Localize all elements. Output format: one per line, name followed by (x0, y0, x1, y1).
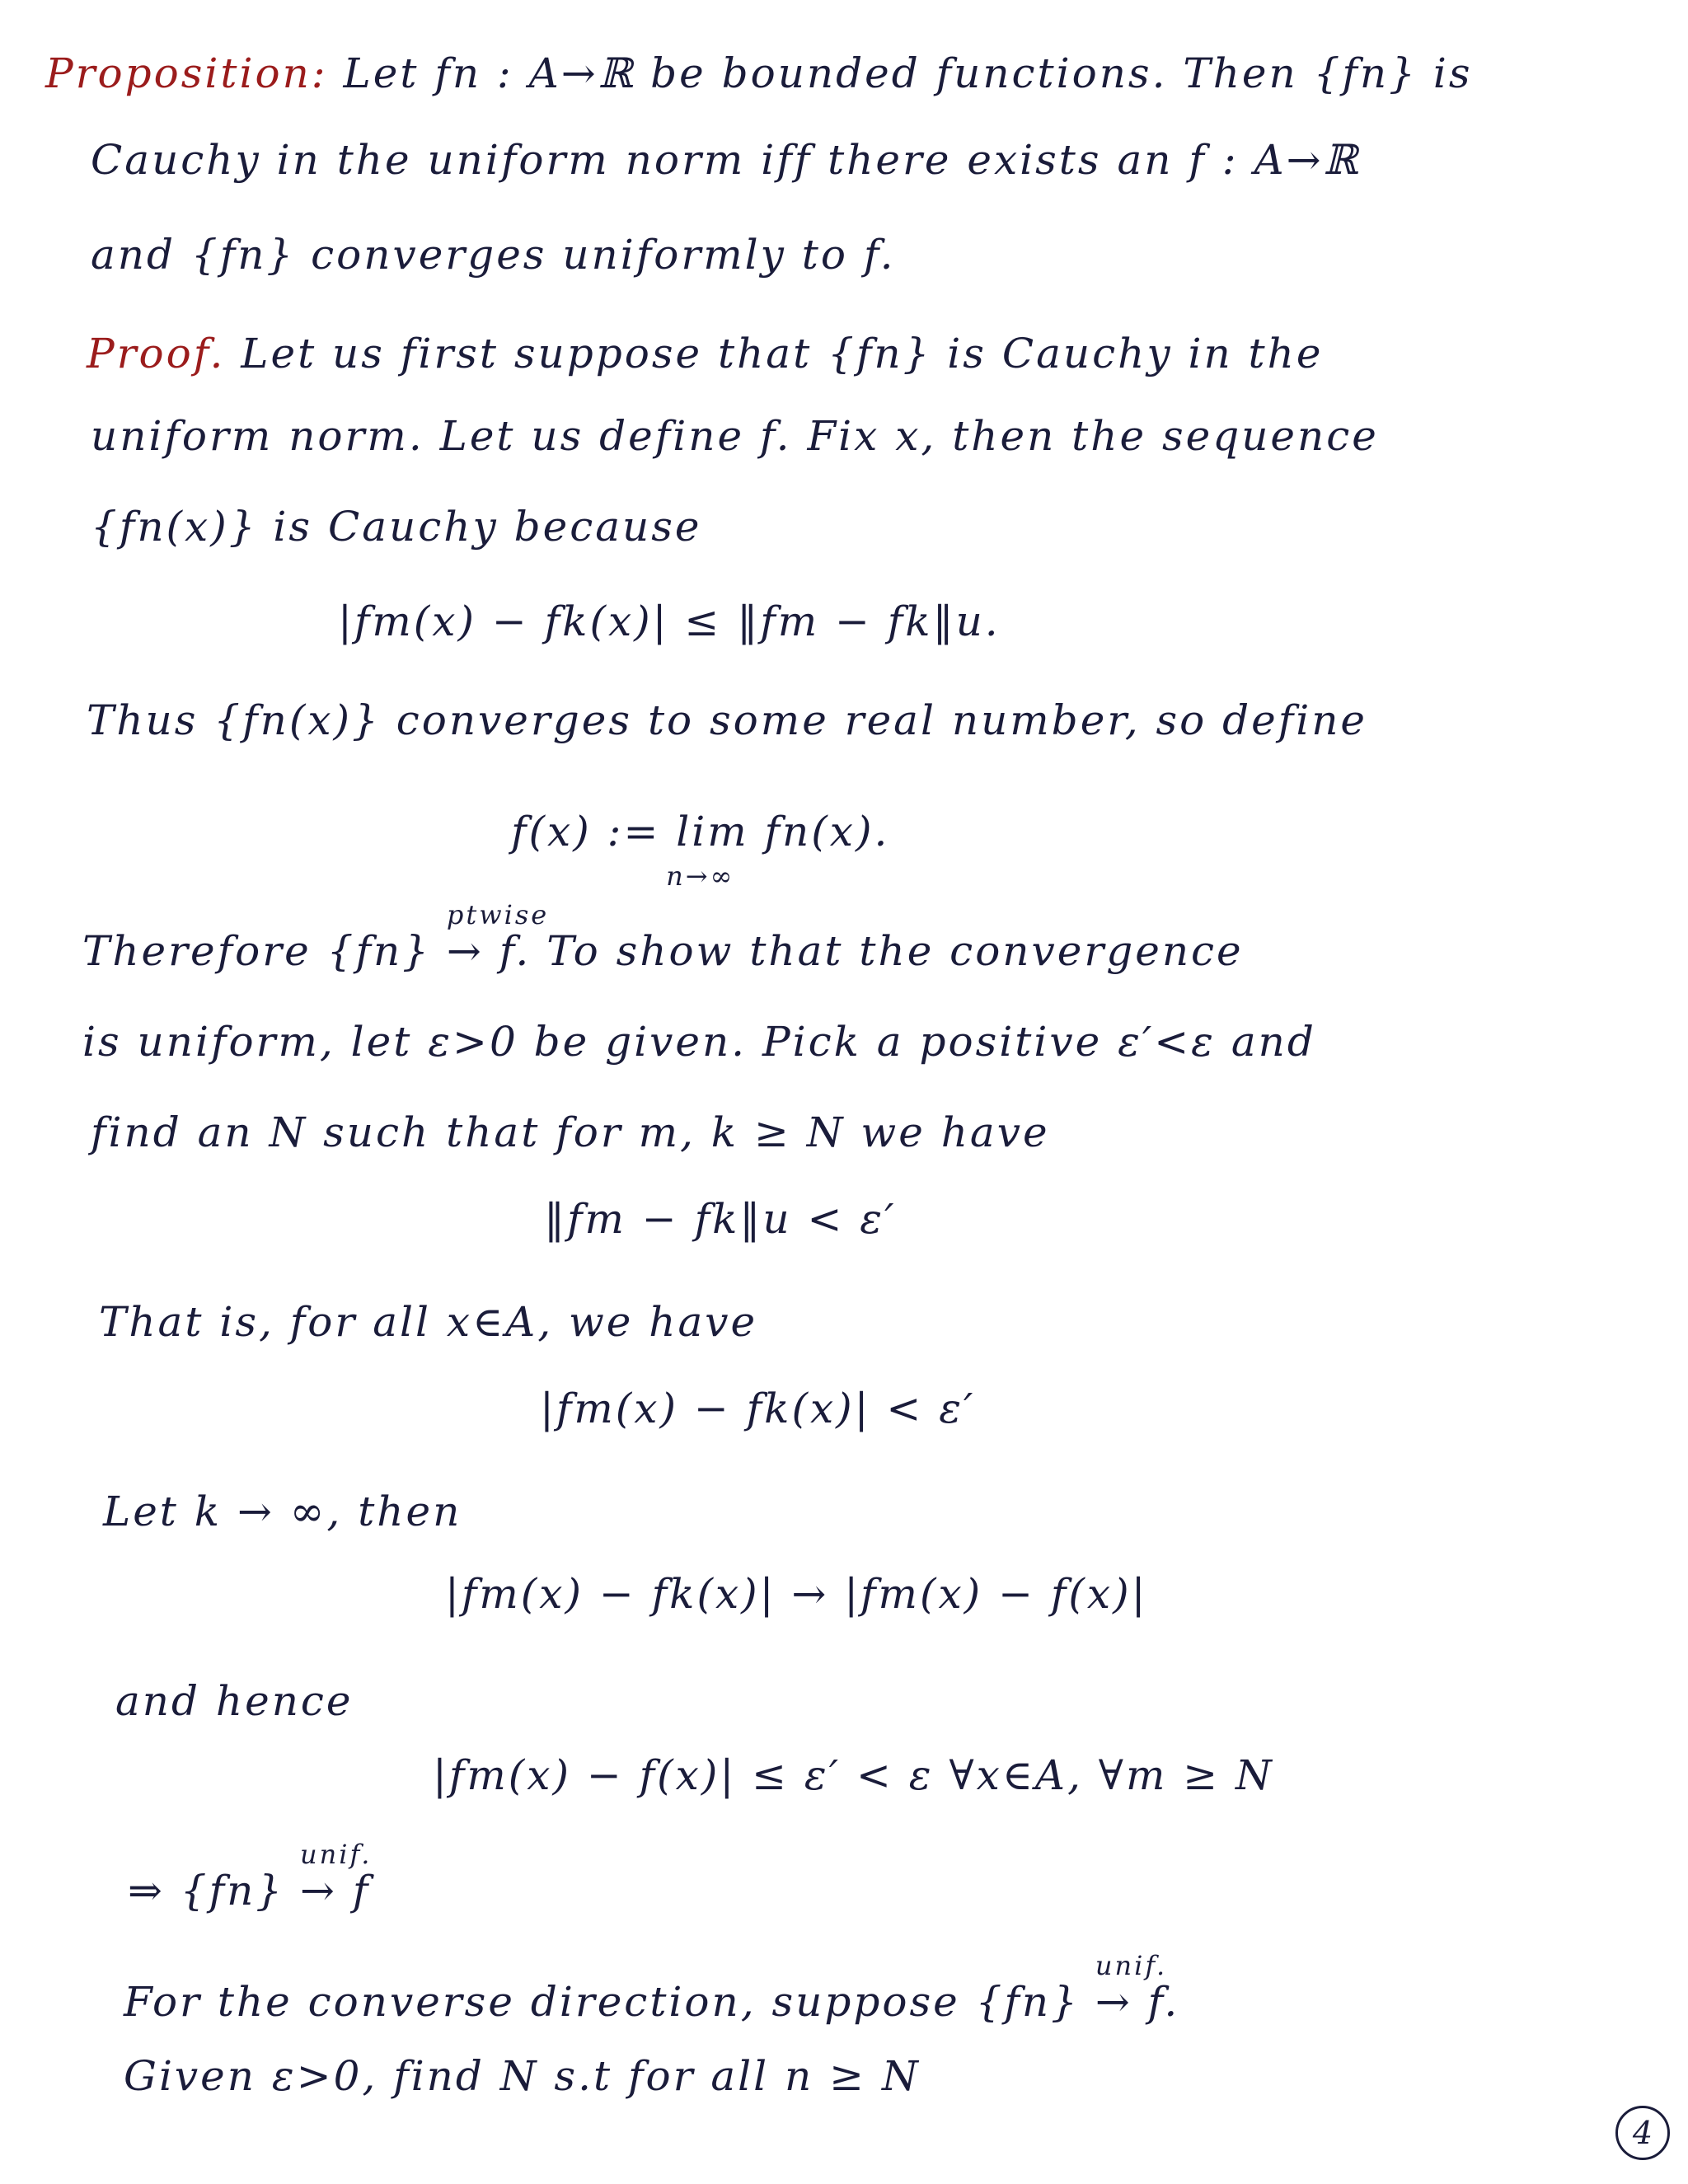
proposition-line-1 (45, 49, 1472, 97)
unif-arrow-glyph-1: → (300, 1867, 337, 1915)
proof-line-6: is uniform, let ε>0 be given. Pick a positive ε′<ε and (82, 1018, 1316, 1066)
equation-5: |fm(x) − fk(x)| → |fm(x) − f(x)| (445, 1570, 1148, 1618)
proposition-line-2: Cauchy in the uniform norm iff there exists an f : A→ℝ (91, 136, 1361, 184)
proof-line-13: Given ε>0, find N s.t for all n ≥ N (124, 2052, 921, 2100)
equation-4: |fm(x) − fk(x)| < ε′ (540, 1385, 976, 1432)
ptwise-arrow (446, 899, 550, 975)
proof-line-7: find an N such that for m, k ≥ N we have (91, 1108, 1050, 1156)
proof-line-2: uniform norm. Let us define f. Fix x, then the sequence (91, 412, 1379, 460)
proposition-label: Proposition: (45, 49, 328, 97)
limit-main: f(x) := lim fn(x). (511, 808, 890, 855)
proof-text-12a: For the converse direction, suppose {fn} (124, 1978, 1080, 2026)
proof-line-12 (124, 1950, 1180, 2026)
equation-2 (511, 808, 889, 892)
equation-3: ‖fm − fk‖u < ε′ (544, 1195, 897, 1243)
limit-subscript: n→∞ (666, 860, 735, 892)
ptwise-arrow-glyph: → (446, 927, 484, 975)
equation-1: |fm(x) − fk(x)| ≤ ‖fm − fk‖u. (338, 598, 1001, 645)
unif-arrow-1 (300, 1839, 373, 1915)
proposition-line-3: and {fn} converges uniformly to f. (91, 231, 896, 279)
unif-label-1: unif. (300, 1839, 373, 1870)
proposition-text-1: Let fn : A→ℝ be bounded functions. Then {fn} is (343, 49, 1473, 97)
proof-line-3: {fn(x)} is Cauchy because (91, 503, 702, 551)
proof-line-9: Let k → ∞, then (103, 1488, 462, 1535)
proof-line-8: That is, for all x∈A, we have (99, 1298, 758, 1346)
proof-text-5b: f. To show that the convergence (499, 927, 1244, 975)
unif-arrow-glyph-2: → (1095, 1978, 1132, 2026)
proof-line-4: Thus {fn(x)} converges to some real number, so define (87, 696, 1368, 744)
proof-text-5a: Therefore {fn} (82, 927, 431, 975)
ptwise-label: ptwise (446, 899, 550, 930)
proof-line-1 (87, 330, 1323, 377)
proof-text-11b: f (352, 1867, 371, 1915)
proof-text-11a: ⇒ {fn} (128, 1867, 285, 1915)
proof-line-10: and hence (115, 1677, 354, 1725)
equation-6: |fm(x) − f(x)| ≤ ε′ < ε ∀x∈A, ∀m ≥ N (433, 1751, 1274, 1799)
proof-text-1: Let us first suppose that {fn} is Cauchy in the (241, 330, 1324, 377)
unif-arrow-2 (1095, 1950, 1168, 2026)
proof-line-11 (128, 1839, 373, 1915)
proof-label: Proof. (87, 330, 226, 377)
unif-label-2: unif. (1095, 1950, 1168, 1981)
limit-expression (511, 808, 889, 892)
proof-line-5 (82, 899, 1244, 975)
page-number-badge: 4 (1615, 2106, 1670, 2160)
proof-text-12b: f. (1147, 1978, 1180, 2026)
